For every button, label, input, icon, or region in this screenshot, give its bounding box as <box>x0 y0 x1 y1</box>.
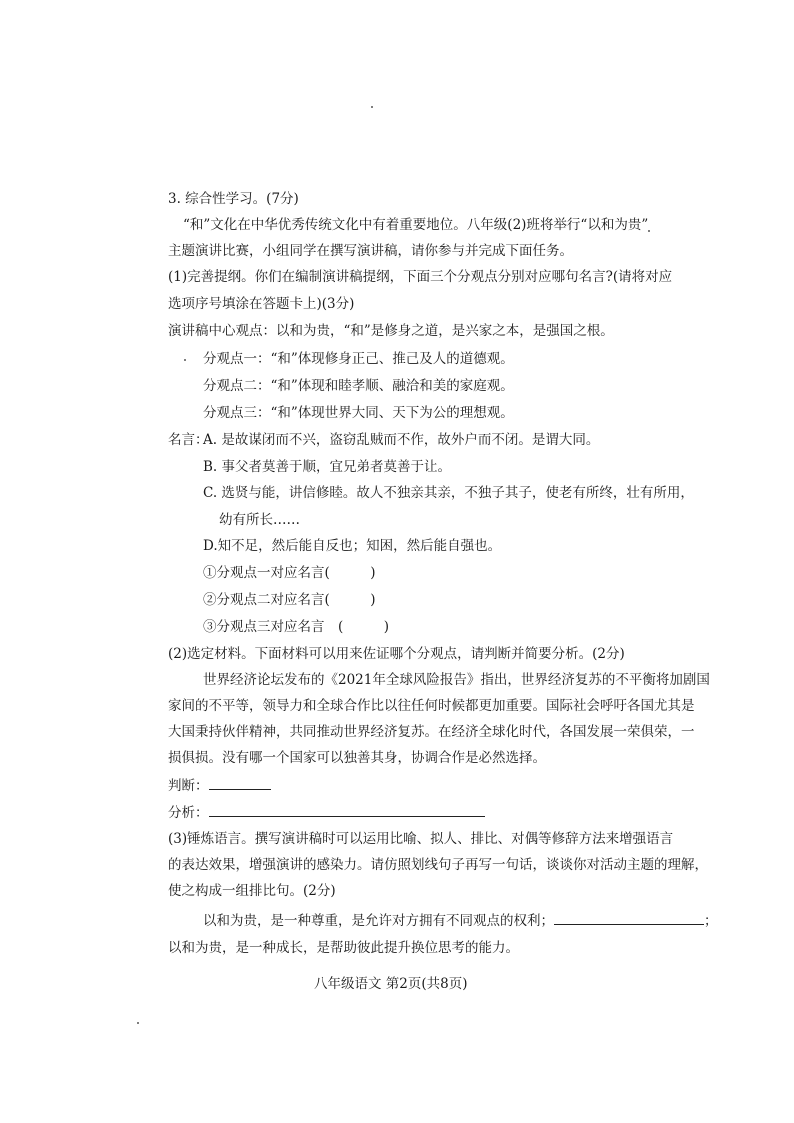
quote-b: B. 事父者莫善于顺，宜兄弟者莫善于让。 <box>203 459 452 475</box>
parallel-sentence-1: 以和为贵，是一种尊重，是允许对方拥有不同观点的权利； <box>203 913 554 929</box>
judge-label: 判断： <box>168 778 209 794</box>
quote-d: D.知不足，然后能自反也；知困，然后能自强也。 <box>203 538 502 554</box>
material-line: 世界经济论坛发布的《2021年全球风险报告》指出，世界经济复苏的不平衡将加剧国 <box>203 672 710 688</box>
scan-speck <box>648 230 650 232</box>
sub-point: 分观点二：“和”体现和睦孝顺、融洽和美的家庭观。 <box>203 378 514 394</box>
material-line: 家间的不平等，领导力和全球合作比以往任何时候都更加重要。国际社会呼吁各国尤其是 <box>168 698 695 714</box>
part3-heading: 的表达效果，增强演讲的感染力。请仿照划线句子再写一句话，谈谈你对活动主题的理解， <box>168 857 708 873</box>
match-item-1[interactable]: ①分观点一对应名言( ) <box>203 565 376 581</box>
central-view: 演讲稿中心观点：以和为贵，“和”是修身之道，是兴家之本，是强国之根。 <box>168 323 614 339</box>
judge-row <box>168 777 271 795</box>
part1-heading: (1)完善提纲。你们在编制演讲稿提纲，下面三个分观点分别对应哪句名言?(请将对应 <box>168 269 673 285</box>
parallel-sentence-3: 以和为贵，是一种成长，是帮助彼此提升换位思考的能力。 <box>168 940 519 956</box>
scan-speck <box>371 106 373 108</box>
match-item-3[interactable]: ③分观点三对应名言 ( ) <box>203 619 390 635</box>
parallel-sentence-blank[interactable] <box>554 912 704 925</box>
quote-c: C. 选贤与能，讲信修睦。故人不独亲其亲，不独子其子，使老有所终，壮有所用， <box>203 485 694 501</box>
page-footer: 八年级语文 第2页(共8页) <box>314 976 468 992</box>
quotes-label: 名言： <box>168 432 209 448</box>
quote-a: A. 是故谋闭而不兴，盗窃乱贼而不作，故外户而不闭。是谓大同。 <box>203 432 600 448</box>
analysis-label: 分析： <box>168 805 209 821</box>
analysis-row <box>168 804 485 822</box>
intro-line: 主题演讲比赛，小组同学在撰写演讲稿，请你参与并完成下面任务。 <box>168 243 573 259</box>
quote-c-continued: 幼有所长…… <box>219 512 300 528</box>
match-item-2[interactable]: ②分观点二对应名言( ) <box>203 592 376 608</box>
part1-heading: 选项序号填涂在答题卡上)(3分) <box>168 296 355 312</box>
part3-heading: (3)锤炼语言。撰写演讲稿时可以运用比喻、拟人、排比、对偶等修辞方法来增强语言 <box>168 831 674 847</box>
question-title: 3. 综合性学习。(7分) <box>168 191 299 207</box>
part2-heading: (2)选定材料。下面材料可以用来佐证哪个分观点，请判断并简要分析。(2分) <box>168 646 625 662</box>
blank-end-punct: ； <box>704 913 718 929</box>
material-line: 损俱损。没有哪一个国家可以独善其身，协调合作是必然选择。 <box>168 750 546 766</box>
parallel-sentence-row <box>203 912 718 930</box>
sub-point: 分观点一：“和”体现修身正己、推己及人的道德观。 <box>203 351 514 367</box>
part3-heading: 使之构成一组排比句。(2分) <box>168 883 336 899</box>
scan-speck <box>137 1022 139 1024</box>
material-line: 大国秉持伙伴精神，共同推动世界经济复苏。在经济全球化时代，各国发展一荣俱荣，一 <box>168 724 695 740</box>
judge-answer-blank[interactable] <box>209 777 271 790</box>
analysis-answer-blank[interactable] <box>209 804 485 817</box>
intro-line: “和”文化在中华优秀传统文化中有着重要地位。八年级(2)班将举行“以和为贵” <box>183 217 649 233</box>
scan-speck <box>184 359 186 361</box>
sub-point: 分观点三：“和”体现世界大同、天下为公的理想观。 <box>203 405 514 421</box>
